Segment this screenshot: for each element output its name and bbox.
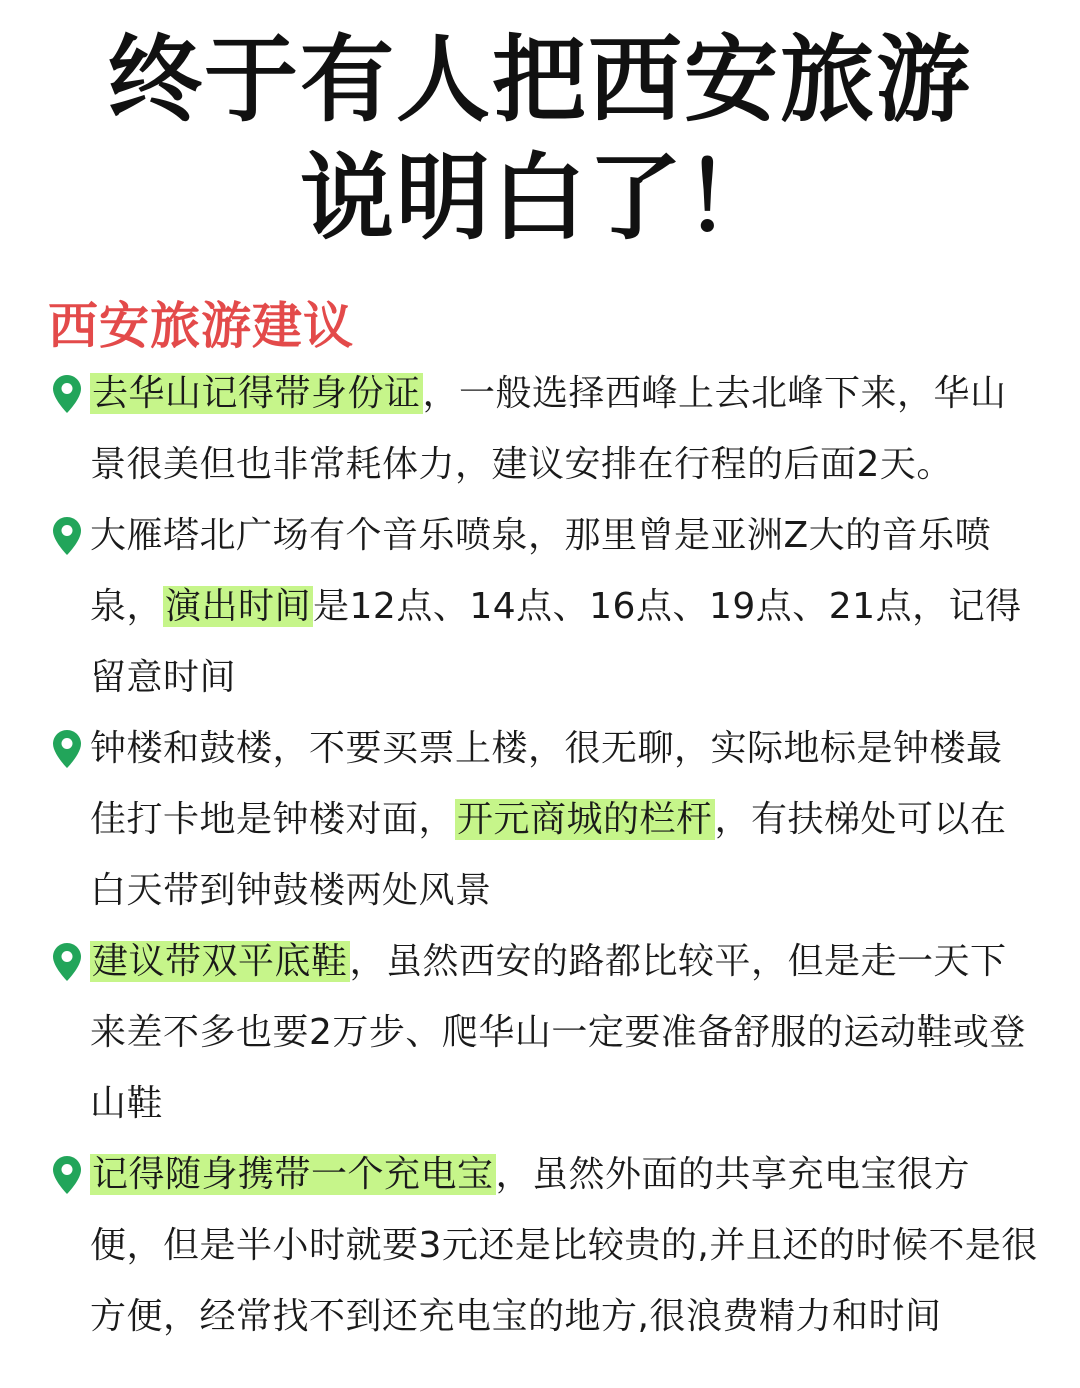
location-pin-icon <box>52 1155 82 1195</box>
tip-highlight: 建议带双平底鞋 <box>92 941 348 982</box>
location-pin-icon <box>52 516 82 556</box>
tip-highlight: 演出时间 <box>165 586 312 627</box>
title-line-2: 说明白了！ <box>299 144 780 253</box>
location-pin-icon <box>52 942 82 982</box>
tip-text-before: 大雁塔北广场有个音乐喷泉，那里曾是亚洲Z大的音乐喷泉， <box>90 515 992 627</box>
tip-item <box>48 358 1038 500</box>
tip-item <box>48 713 1038 926</box>
tip-item <box>48 500 1038 713</box>
tip-text: 是12点、14点、16点、19点、21点，记得留意时间 <box>90 586 1022 698</box>
section-heading: 西安旅游建议 <box>48 297 354 355</box>
tips-list <box>48 358 1038 1352</box>
tip-text: ，一般选择西峰上去北峰下来，华山景很美但也非常耗体力，建议安排在行程的后面2天。 <box>90 373 1007 485</box>
page-title <box>0 0 1080 258</box>
location-pin-icon <box>52 374 82 414</box>
tip-item <box>48 926 1038 1139</box>
tip-text: ，有扶梯处可以在白天带到钟鼓楼两处风景 <box>90 799 1007 911</box>
tip-highlight: 去华山记得带身份证 <box>92 373 421 414</box>
tip-highlight: 开元商城的栏杆 <box>457 799 713 840</box>
tip-item <box>48 1139 1038 1352</box>
location-pin-icon <box>52 729 82 769</box>
tip-text: ，虽然外面的共享充电宝很方便，但是半小时就要3元还是比较贵的,并且还的时候不是很方便，经常找不到还充电宝的地方,很浪费精力和时间 <box>90 1154 1038 1337</box>
title-line-1: 终于有人把西安旅游 <box>107 26 972 135</box>
tip-highlight: 记得随身携带一个充电宝 <box>92 1154 494 1195</box>
tip-text-before: 钟楼和鼓楼，不要买票上楼，很无聊，实际地标是钟楼最佳打卡地是钟楼对面， <box>90 728 1003 840</box>
tip-text: ，虽然西安的路都比较平，但是走一天下来差不多也要2万步、爬华山一定要准备舒服的运动鞋或登山鞋 <box>90 941 1026 1124</box>
